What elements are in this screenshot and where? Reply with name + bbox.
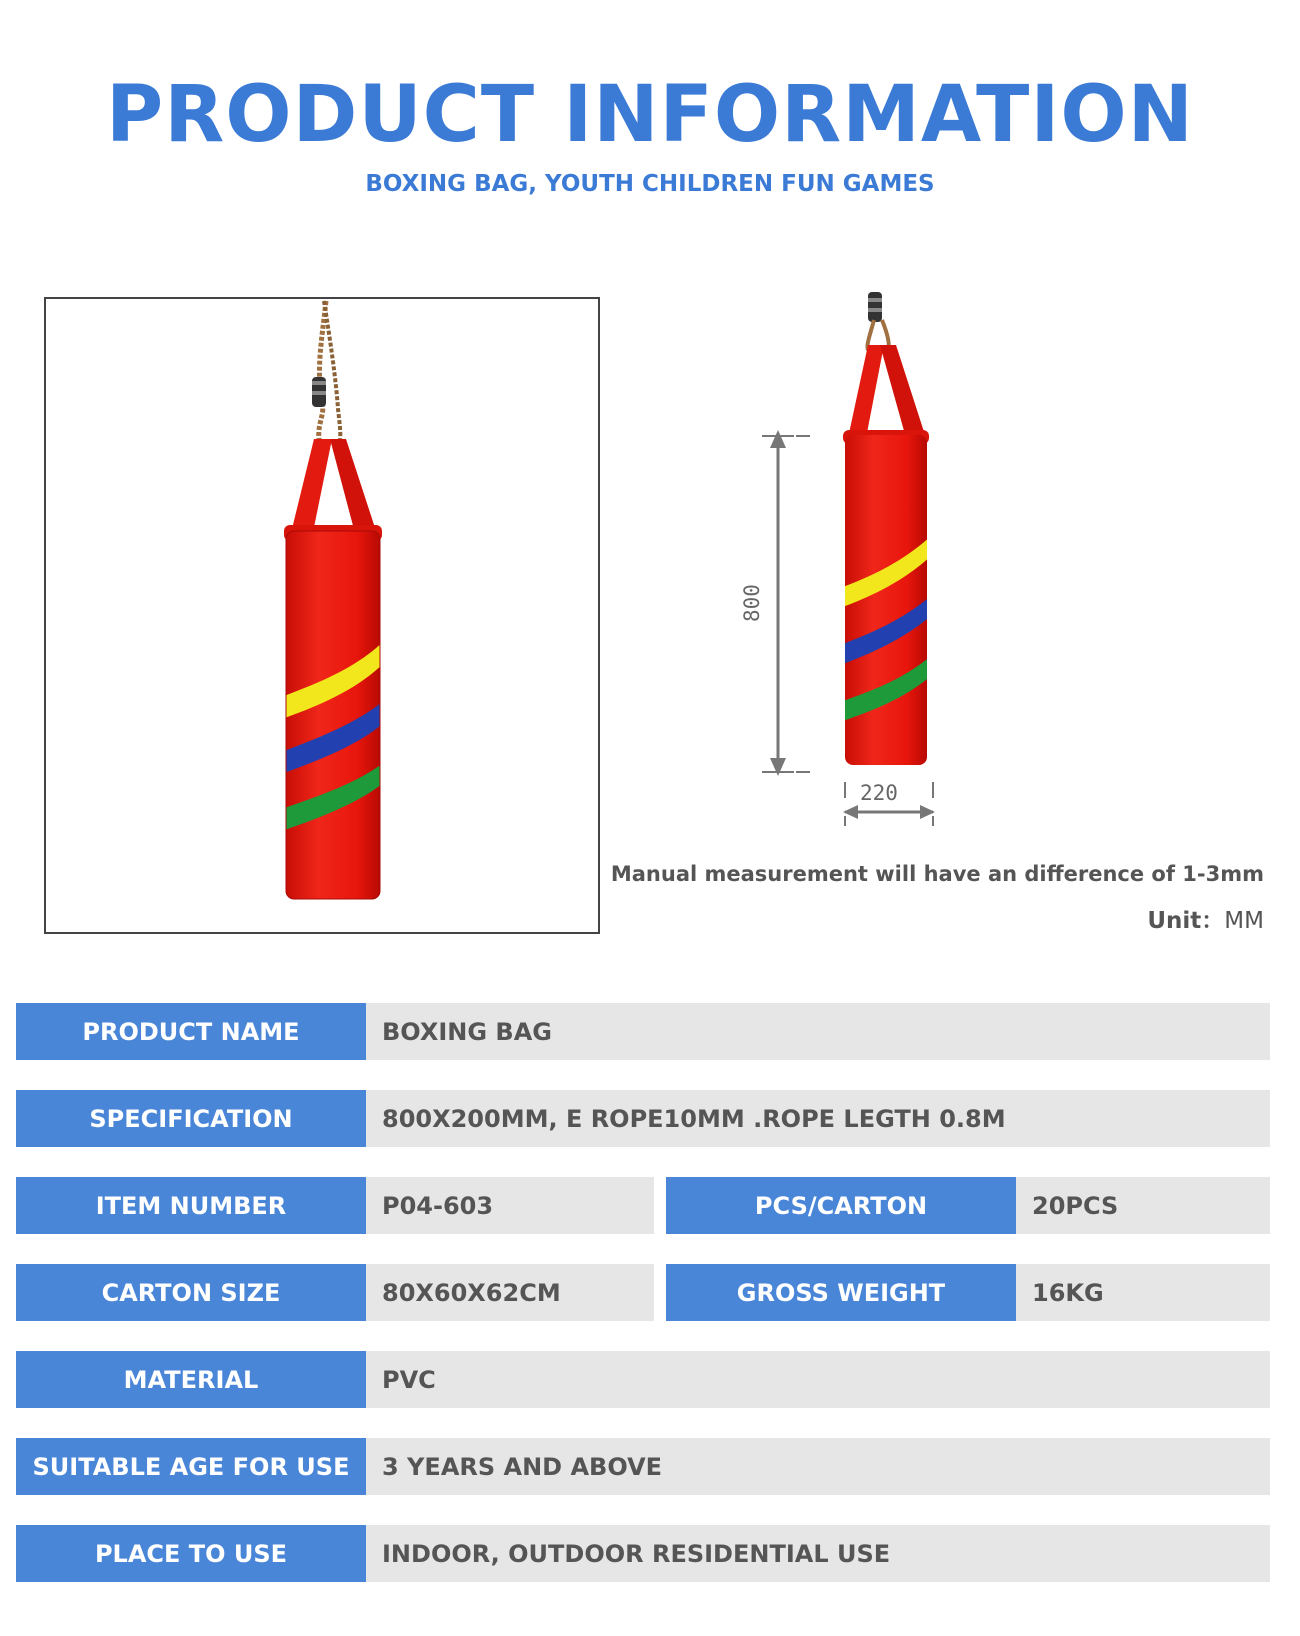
gross-weight-label: GROSS WEIGHT — [666, 1264, 1016, 1321]
product-name-value: BOXING BAG — [366, 1003, 1270, 1060]
gross-weight-value: 16KG — [1016, 1264, 1270, 1321]
item-number-value: P04-603 — [366, 1177, 654, 1234]
product-photo — [44, 297, 600, 934]
boxing-bag-illustration — [46, 299, 598, 932]
suitable-age-value: 3 YEARS AND ABOVE — [366, 1438, 1270, 1495]
unit-value: MM — [1224, 908, 1264, 934]
unit-label: Unit： — [1147, 908, 1225, 934]
page-subtitle: BOXING BAG, YOUTH CHILDREN FUN GAMES — [365, 171, 935, 197]
suitable-age-label: SUITABLE AGE FOR USE — [16, 1438, 366, 1495]
pcs-carton-label: PCS/CARTON — [666, 1177, 1016, 1234]
dimension-diagram — [740, 290, 980, 850]
specification-label: SPECIFICATION — [16, 1090, 366, 1147]
width-dimension-label: 220 — [860, 781, 898, 805]
carton-size-value: 80X60X62CM — [366, 1264, 654, 1321]
material-label: MATERIAL — [16, 1351, 366, 1408]
measurement-note: Manual measurement will have an difference of 1-3mm — [610, 862, 1264, 886]
place-to-use-value: INDOOR, OUTDOOR RESIDENTIAL USE — [366, 1525, 1270, 1582]
place-to-use-label: PLACE TO USE — [16, 1525, 366, 1582]
material-value: PVC — [366, 1351, 1270, 1408]
item-number-label: ITEM NUMBER — [16, 1177, 366, 1234]
unit-note — [1147, 902, 1264, 935]
page-title: PRODUCT INFORMATION — [106, 70, 1194, 160]
boxing-bag-dimension-illustration — [740, 290, 980, 850]
product-name-label: PRODUCT NAME — [16, 1003, 366, 1060]
height-dimension-label: 800 — [740, 584, 764, 622]
pcs-carton-value: 20PCS — [1016, 1177, 1270, 1234]
carton-size-label: CARTON SIZE — [16, 1264, 366, 1321]
specification-value: 800X200MM, E ROPE10MM .ROPE LEGTH 0.8M — [366, 1090, 1270, 1147]
